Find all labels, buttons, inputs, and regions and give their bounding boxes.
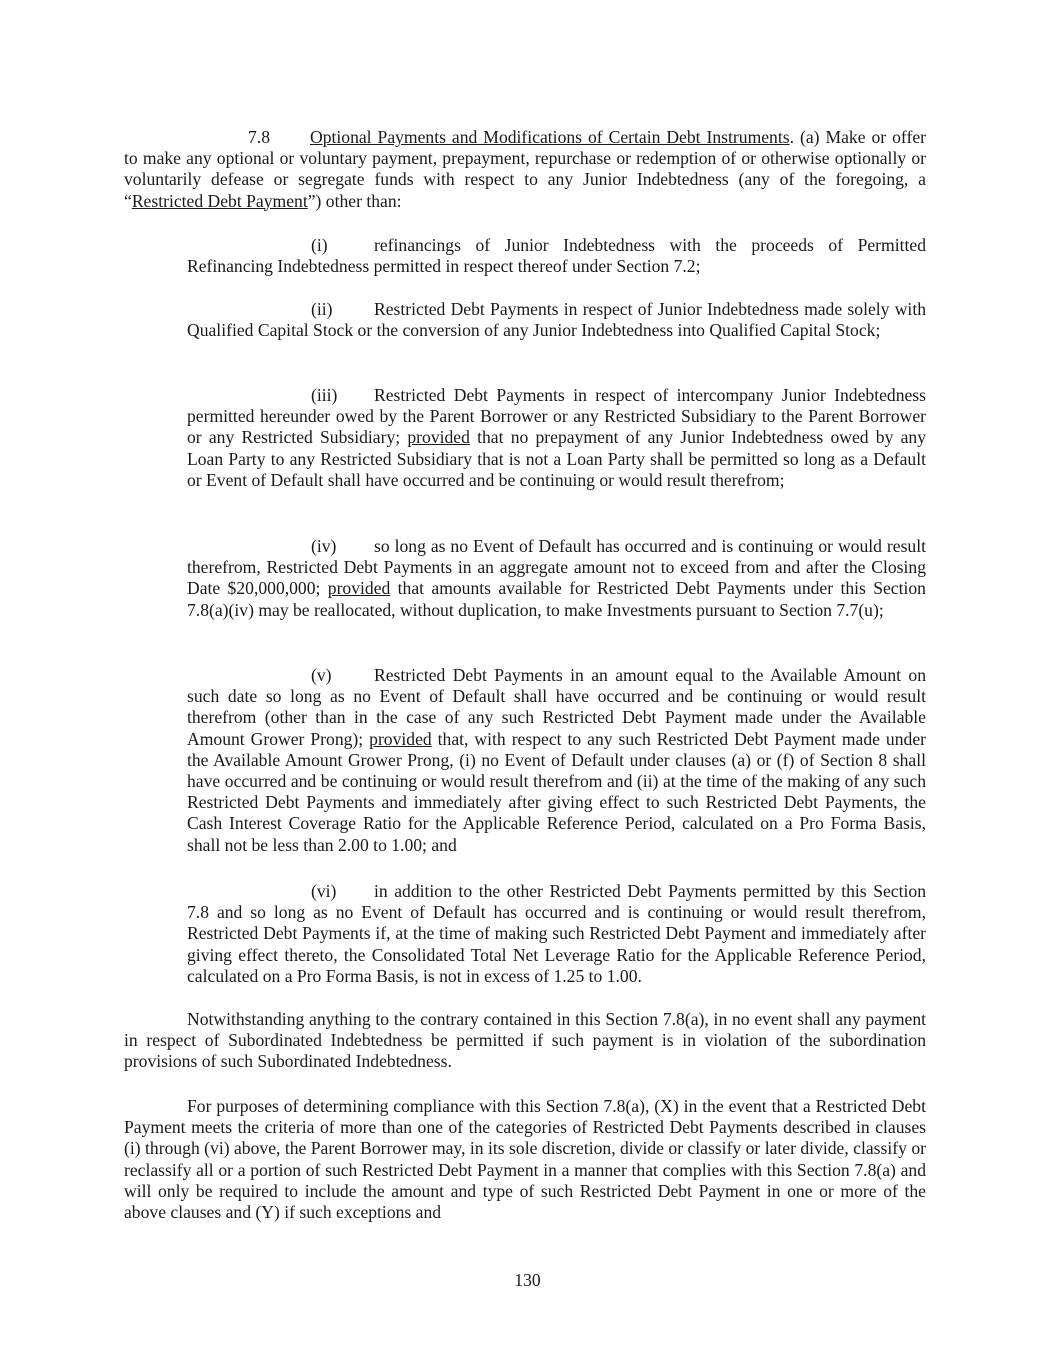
provided-term: provided [369, 728, 432, 749]
clause-number: (vi) [311, 881, 337, 901]
clause-text: Restricted Debt Payments in respect of Junior Indebtedness made solely with Qualified Capital Stock or the conversion of any Junior Indebtedness into Qualified Capital Stock; [187, 299, 926, 341]
provided-term: provided [407, 427, 470, 448]
clause-number: (v) [311, 665, 332, 685]
section-title: Optional Payments and Modifications of Certain Debt Instruments [310, 127, 790, 147]
clause-text: Restricted Debt Payments in respect of intercompany Junior Indebtedness permitted hereunder owed by the Parent Borrower or any Restricted Subsidiary to the Parent Borrower or any Restricted Subsidiary; [187, 385, 926, 448]
compliance-paragraph [124, 1096, 926, 1223]
clause-text-continued: that amounts available for Restricted Debt Payments under this Section 7.8(a)(iv) may be reallocated, without duplication, to make Investments pursuant to Section 7.7(u); [187, 578, 926, 620]
page-number: 130 [514, 1270, 541, 1290]
section-intro-text: . (a) Make or offer to make any optional or voluntary payment, prepayment, repurchase or redemption of or otherwise optionally or voluntarily defease or segregate funds with respect to any Junior Indebtedness (any of the foregoing, a “ [124, 127, 926, 211]
clause-text: so long as no Event of Default has occurred and is continuing or would result therefrom, Restricted Debt Payments in an aggregate amount not to exceed from and after the Closing Date $20,000,000; [187, 536, 926, 599]
clause-number: (iv) [311, 536, 337, 556]
clause-iii [187, 385, 926, 491]
section-number: 7.8 [248, 127, 270, 147]
clause-number: (i) [311, 235, 328, 255]
provided-term: provided [327, 578, 391, 599]
clause-v [187, 665, 926, 856]
notwithstanding-paragraph [124, 1009, 926, 1073]
clause-text-continued: that, with respect to any such Restricted Debt Payment made under the Available Amount Grower Prong, (i) no Event of Default under clauses (a) or (f) of Section 8 shall have occurred and be continuing or would result therefrom and (ii) at the time of the making of any such Restricted Debt Payments and immediately after giving effect to such Restricted Debt Payments, the Cash Interest Coverage Ratio for the Applicable Reference Period, calculated on a Pro Forma Basis, shall not be less than 2.00 to 1.00; and [187, 728, 926, 855]
clause-iv [187, 536, 926, 621]
clause-number: (ii) [311, 299, 333, 319]
clause-vi [187, 881, 926, 987]
clause-text: refinancings of Junior Indebtedness with the proceeds of Permitted Refinancing Indebtedness permitted in respect thereof under Section 7.2; [187, 235, 926, 277]
defined-term: Restricted Debt Payment [131, 190, 308, 211]
paragraph-text: Notwithstanding anything to the contrary contained in this Section 7.8(a), in no event shall any payment in respect of Subordinated Indebtedness be permitted if such payment is in violation of the subordination provisions of such Subordinated Indebtedness. [124, 1009, 926, 1072]
clause-number: (iii) [311, 385, 338, 405]
clause-ii [187, 299, 926, 341]
section-heading-paragraph [124, 127, 926, 212]
clause-text: in addition to the other Restricted Debt Payments permitted by this Section 7.8 and so long as no Event of Default has occurred and is continuing or would result therefrom, Restricted Debt Payments if, at the time of making such Restricted Debt Payment and immediately after giving effect thereto, the Consolidated Total Net Leverage Ratio for the Applicable Reference Period, calculated on a Pro Forma Basis, is not in excess of 1.25 to 1.00. [187, 881, 926, 986]
paragraph-text: For purposes of determining compliance with this Section 7.8(a), (X) in the event that a Restricted Debt Payment meets the criteria of more than one of the categories of Restricted Debt Payments described in clauses (i) through (vi) above, the Parent Borrower may, in its sole discretion, divide or classify or later divide, classify or reclassify all or a portion of such Restricted Debt Payment in a manner that complies with this Section 7.8(a) and will only be required to include the amount and type of such Restricted Debt Payment in one or more of the above clauses and (Y) if such exceptions and [124, 1096, 926, 1223]
clause-text-continued: that no prepayment of any Junior Indebtedness owed by any Loan Party to any Restricted Subsidiary that is not a Loan Party shall be permitted so long as a Default or Event of Default shall have occurred and be continuing or would result therefrom; [187, 427, 926, 490]
clause-text: Restricted Debt Payments in an amount equal to the Available Amount on such date so long as no Event of Default shall have occurred and be continuing or would result therefrom (other than in the case of any such Restricted Debt Payment made under the Available Amount Grower Prong); [187, 665, 926, 749]
section-intro-end: ”) other than: [307, 190, 402, 211]
clause-i [187, 235, 926, 277]
